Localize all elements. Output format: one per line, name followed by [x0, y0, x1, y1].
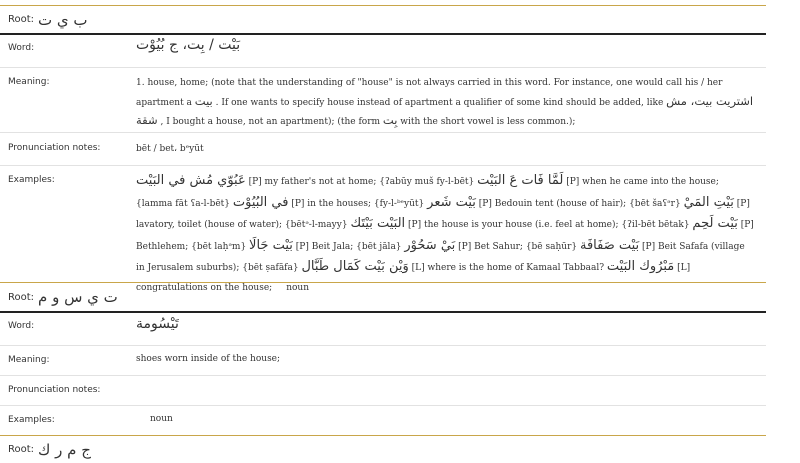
example-arabic: وَيْن بَيْت كَمَال طَبَّال	[301, 259, 409, 274]
example-arabic: بَيْت جَالَا	[249, 237, 293, 253]
example-text: [L] where is the home of Kamaal Tabbaal?	[408, 263, 607, 273]
meaning-text: with the short vowel is less common.);	[397, 117, 576, 127]
root-arabic: ج م ر ك	[38, 440, 91, 459]
word-label: Word:	[8, 321, 35, 331]
meaning-value: shoes worn inside of the house;	[136, 354, 281, 364]
entry-table	[0, 311, 766, 436]
example-text: [P] lavatory, toilet (house of water); {bētᵊ-l-mayy}	[136, 198, 750, 230]
root-arabic: ب ي ت	[38, 10, 88, 29]
word-value	[136, 37, 756, 57]
example-arabic: في البُيُوْت	[232, 194, 289, 210]
pronunciation-label: Pronunciation notes:	[8, 385, 101, 395]
meaning-label: Meaning:	[8, 355, 50, 365]
pronunciation-row	[0, 375, 766, 405]
word-arabic: بَيْت / بِت، ج بُيُوْت	[136, 37, 241, 53]
example-arabic: بَيْت لَحِم	[692, 216, 738, 231]
root-header	[0, 436, 766, 463]
example-text: [P] Beit Safafa (village in Jerusalem suburbs); {bēt ṣafāfa}	[136, 241, 745, 273]
word-row	[0, 35, 766, 67]
meaning-text: , I bought a house, not an apartment); (the form	[157, 117, 383, 127]
root-header	[0, 5, 766, 33]
word-value	[136, 316, 756, 336]
meaning-text: 1. house, home; (note that the understanding of "house" is not always carried in this word. For instance, one would call his / her apartment a	[136, 78, 723, 108]
word-row	[0, 313, 766, 345]
example-text: [P] Bet Sahur; {bē saḥūr}	[455, 241, 580, 252]
example-arabic: بَيْت شَعر	[427, 194, 476, 210]
root-label: Root:	[8, 444, 35, 455]
meaning-row	[0, 345, 766, 375]
example-text: [L] congratulations on the house;	[136, 263, 691, 293]
pronunciation-row	[0, 132, 766, 165]
examples-value	[136, 171, 756, 298]
examples-label: Examples:	[8, 175, 55, 185]
meaning-label: Meaning:	[8, 77, 50, 87]
part-of-speech: noun	[286, 282, 310, 293]
meaning-arabic: بِت	[382, 113, 398, 127]
example-arabic: البَيْت بَيْتَك	[350, 216, 406, 231]
root-label: Root:	[8, 14, 35, 25]
examples-row	[0, 405, 766, 436]
word-label: Word:	[8, 43, 35, 53]
example-arabic: مَبْرُوك البَيْت	[606, 259, 675, 274]
meaning-row	[0, 67, 766, 132]
examples-label: Examples:	[8, 415, 55, 425]
meaning-arabic: اشتريت بيت، مش شقة	[136, 93, 754, 127]
root-label: Root:	[8, 291, 35, 303]
example-arabic: بَيْتِ المَيْ	[683, 194, 734, 210]
meaning-arabic: بيت	[194, 93, 213, 108]
example-arabic: عَبُوّي مُش في البَيْت	[136, 173, 246, 188]
examples-row	[0, 165, 766, 293]
example-text: [P] Bethlehem; {bēt laḥᵊm}	[136, 220, 754, 252]
example-text: [P] my father's not at home; {ʔabūy muš fy-l-bēt}	[245, 177, 478, 187]
example-text: [P] in the houses; {fy-l-ᵇᵉyūt}	[288, 198, 428, 209]
part-of-speech: noun	[150, 414, 173, 424]
example-text: [P] Bedouin tent (house of hair); {bēt šaʕᵊr}	[475, 198, 684, 209]
example-arabic: بَيْت صَفَافَة	[579, 237, 640, 253]
example-arabic: بَيْ سَحُوْر	[404, 237, 456, 253]
word-arabic: تَيْسُومة	[136, 316, 179, 332]
pronunciation-value: bēt / bet، bᵉyūt	[136, 144, 204, 154]
pronunciation-label: Pronunciation notes:	[8, 143, 101, 153]
entry-table	[0, 33, 766, 293]
meaning-value	[136, 75, 756, 132]
example-text: [P] the house is your house (i.e. feel at home); {ʔil-bēt bētak}	[405, 220, 693, 230]
meaning-text: . If one wants to specify house instead of apartment a qualifier of some kind should be added, like	[212, 97, 667, 108]
root-header	[0, 283, 766, 311]
example-text: [P] Beit Jala; {bēt jāla}	[292, 241, 405, 252]
root-arabic: ت ي س و م	[38, 288, 118, 306]
example-text: [P] when he came into the house; {lamma fāt ʕa-l-bēt}	[136, 177, 719, 209]
example-arabic: لَمَّا فَات عَ البَيْت	[477, 173, 564, 188]
